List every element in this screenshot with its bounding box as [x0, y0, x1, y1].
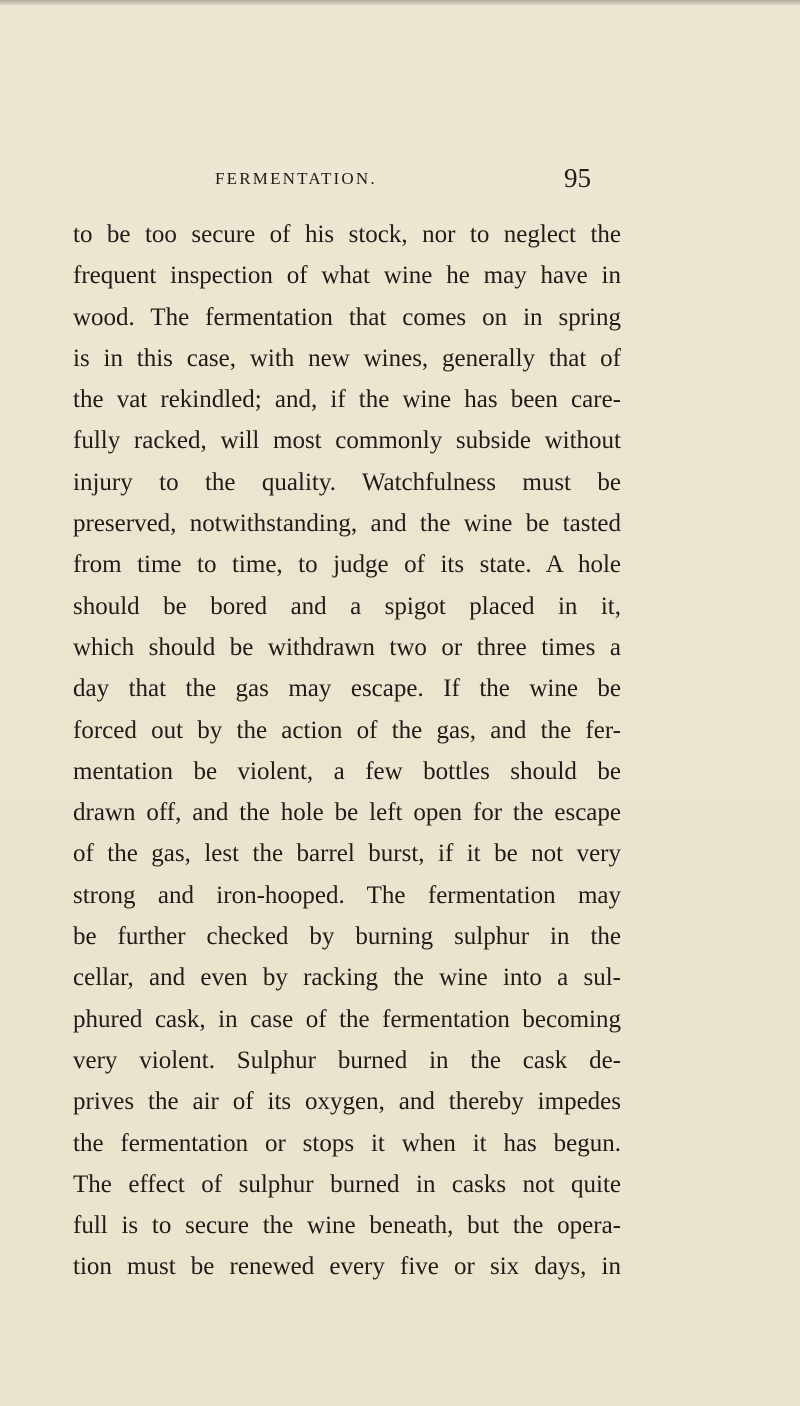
text-line: tion must be renewed every five or six days, in: [73, 1253, 621, 1281]
text-line: full is to secure the wine beneath, but the opera-: [73, 1212, 621, 1240]
text-line: injury to the quality. Watchfulness must be: [73, 468, 621, 496]
text-line: fully racked, will most commonly subside without: [73, 427, 621, 455]
text-line: the vat rekindled; and, if the wine has been care-: [73, 386, 621, 414]
text-line: be further checked by burning sulphur in the: [73, 923, 621, 951]
text-line: should be bored and a spigot placed in it,: [73, 592, 621, 620]
text-line: the fermentation or stops it when it has begun.: [73, 1129, 621, 1157]
text-line: mentation be violent, a few bottles should be: [73, 757, 621, 785]
page-number: 95: [564, 163, 591, 193]
text-line: frequent inspection of what wine he may have in: [73, 262, 621, 290]
text-line: strong and iron-hooped. The fermentation may: [73, 881, 621, 909]
body-text: [73, 214, 621, 1288]
running-head: [0, 164, 800, 194]
text-line: which should be withdrawn two or three times a: [73, 633, 621, 661]
text-line: from time to time, to judge of its state. A hole: [73, 551, 621, 579]
text-line: forced out by the action of the gas, and the fer-: [73, 716, 621, 744]
text-line: of the gas, lest the barrel burst, if it be not very: [73, 840, 621, 868]
text-line: preserved, notwithstanding, and the wine be tasted: [73, 510, 621, 538]
text-line: The effect of sulphur burned in casks not quite: [73, 1170, 621, 1198]
text-line: very violent. Sulphur burned in the cask de-: [73, 1046, 621, 1074]
text-line: day that the gas may escape. If the wine be: [73, 675, 621, 703]
running-title: FERMENTATION.: [215, 169, 377, 188]
text-line: to be too secure of his stock, nor to neglect the: [73, 221, 621, 248]
text-line: wood. The fermentation that comes on in spring: [73, 303, 621, 331]
text-line: is in this case, with new wines, generally that of: [73, 344, 621, 372]
text-line: drawn off, and the hole be left open for the escape: [73, 799, 621, 827]
text-line: phured cask, in case of the fermentation becoming: [73, 1005, 621, 1033]
page-top-edge-shadow: [0, 0, 800, 6]
text-line: cellar, and even by racking the wine into a sul-: [73, 964, 621, 992]
text-line: prives the air of its oxygen, and thereby impedes: [73, 1088, 621, 1116]
